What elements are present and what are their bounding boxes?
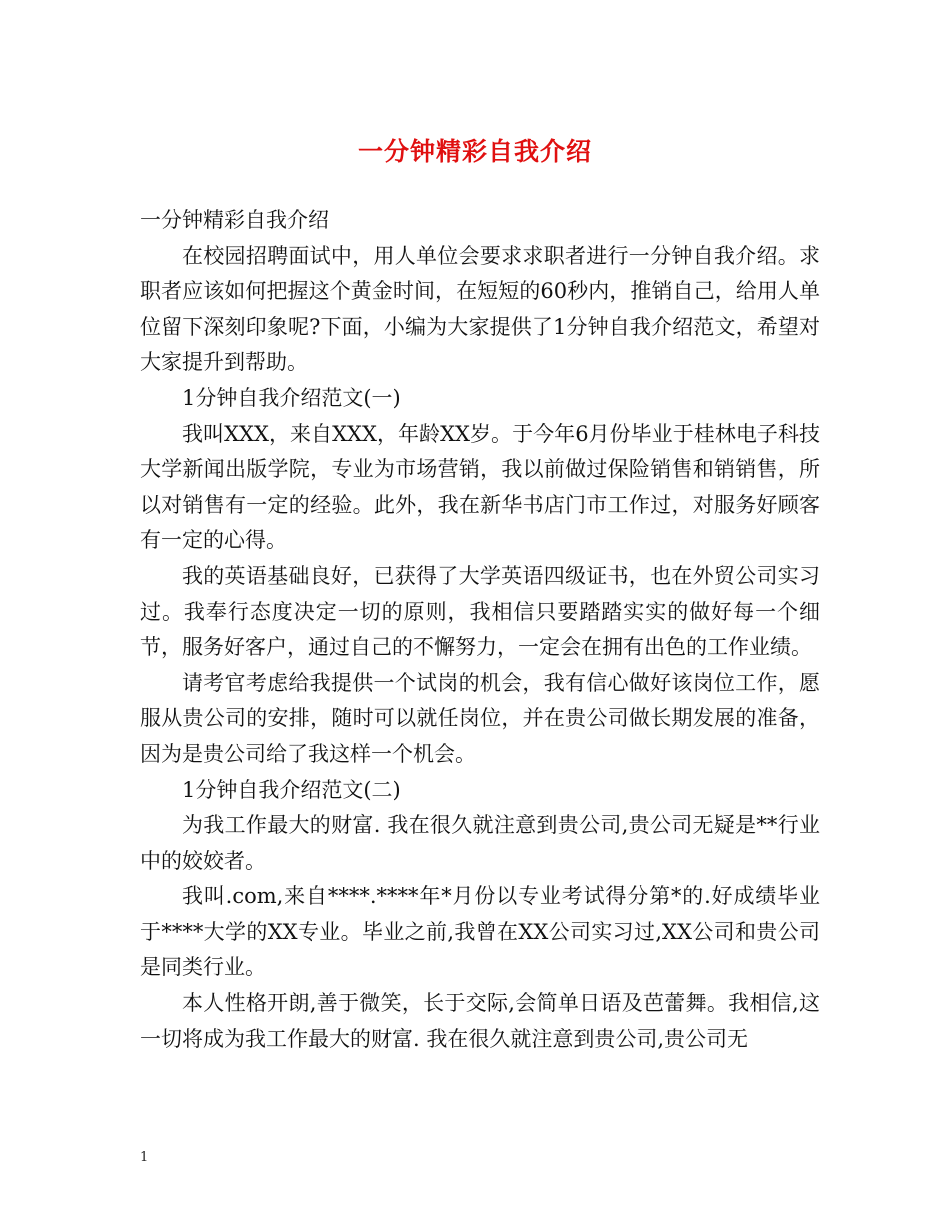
document-body <box>140 203 820 1057</box>
paragraph: 我叫XXX，来自XXX，年龄XX岁。于今年6月份毕业于桂林电子科技大学新闻出版学院，专业为市场营销，我以前做过保险销售和销销售，所以对销售有一定的经验。此外，我在新华书店门市工作过，对服务好顾客有一定的心得。 <box>140 421 820 553</box>
section-heading: 1分钟自我介绍范文(二) <box>182 777 401 802</box>
section-heading: 1分钟自我介绍范文(一) <box>182 385 401 410</box>
paragraph: 我的英语基础良好，已获得了大学英语四级证书，也在外贸公司实习过。我奉行态度决定一切的原则，我相信只要踏踏实实的做好每一个细节，服务好客户，通过自己的不懈努力，一定会在拥有出色的工作业绩。 <box>140 563 820 660</box>
paragraph: 本人性格开朗,善于微笑，长于交际,会简单日语及芭蕾舞。我相信,这一切将成为我工作最大的财富. 我在很久就注意到贵公司,贵公司无 <box>140 991 820 1051</box>
paragraph: 在校园招聘面试中，用人单位会要求求职者进行一分钟自我介绍。求职者应该如何把握这个黄金时间，在短短的60秒内，推销自己，给用人单位留下深刻印象呢?下面，小编为大家提供了1分钟自我介绍范文，希望对大家提升到帮助。 <box>140 243 820 375</box>
document-title: 一分钟精彩自我介绍 <box>357 137 592 166</box>
paragraph: 我叫.com,来自****.****年*月份以专业考试得分第*的.好成绩毕业于****大学的XX专业。毕业之前,我曾在XX公司实习过,XX公司和贵公司是同类行业。 <box>140 884 820 980</box>
paragraph: 为我工作最大的财富. 我在很久就注意到贵公司,贵公司无疑是**行业中的姣姣者。 <box>140 813 820 873</box>
paragraph: 请考官考虑给我提供一个试岗的机会，我有信心做好该岗位工作，愿服从贵公司的安排，随时可以就任岗位，并在贵公司做长期发展的准备，因为是贵公司给了我这样一个机会。 <box>140 670 820 766</box>
paragraph: 一分钟精彩自我介绍 <box>140 208 329 232</box>
page-number: 1 <box>140 1150 149 1165</box>
